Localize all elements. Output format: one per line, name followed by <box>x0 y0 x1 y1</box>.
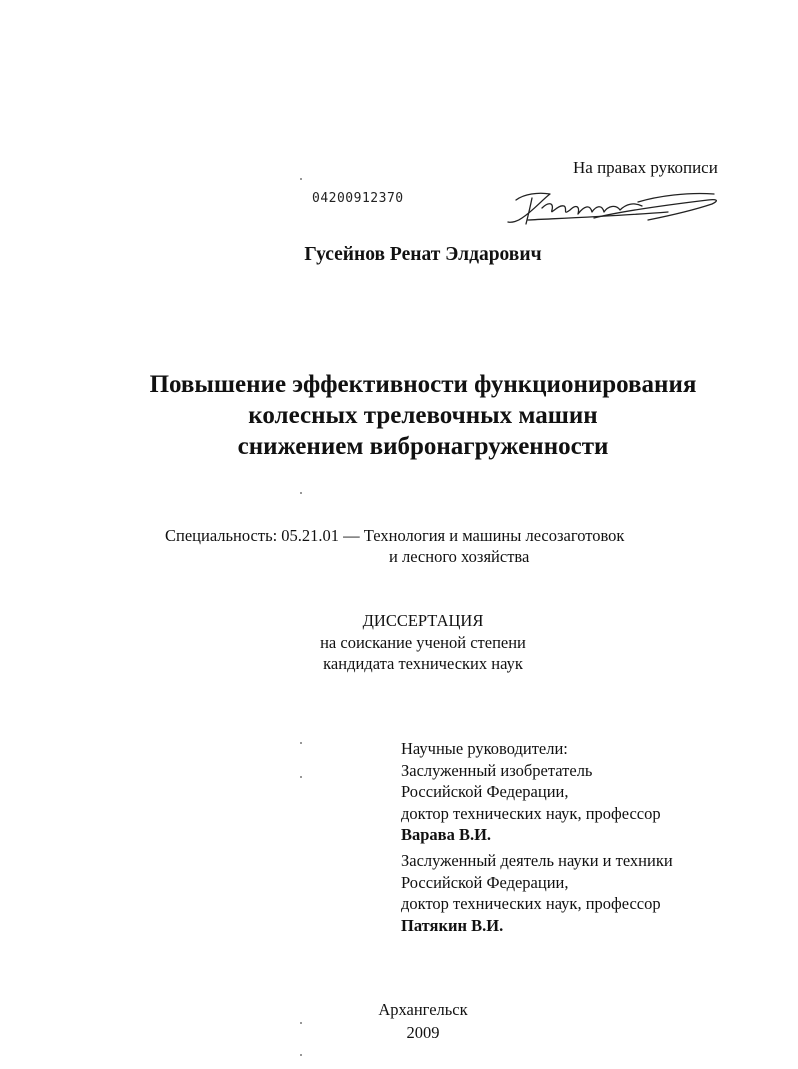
supervisor-name: Варава В.И. <box>401 825 492 844</box>
thesis-title <box>0 369 798 462</box>
supervisors-heading: Научные руководители: <box>401 739 568 758</box>
supervisor-degree: доктор технических наук, профессор <box>401 894 661 913</box>
specialty-line: Специальность: 05.21.01 — Технология и машины лесозаготовок <box>165 526 625 545</box>
degree-line: на соискание ученой степени <box>320 632 526 652</box>
supervisor-title: Российской Федерации, <box>401 872 569 892</box>
dissertation-label: ДИССЕРТАЦИЯ <box>362 611 484 630</box>
city: Архангельск <box>378 1000 468 1019</box>
scan-speck <box>300 178 302 180</box>
supervisor-degree: доктор технических наук, профессор <box>401 803 661 823</box>
scan-speck <box>300 776 302 778</box>
supervisor-block-2 <box>401 850 673 936</box>
scan-speck <box>300 492 302 494</box>
registration-code: 04200912370 <box>312 191 404 206</box>
signature-image <box>498 184 734 232</box>
dissertation-block <box>0 610 798 675</box>
supervisor-title: Российской Федерации, <box>401 782 569 801</box>
year: 2009 <box>406 1023 440 1042</box>
manuscript-rights-note: На правах рукописи <box>573 158 718 177</box>
supervisor-name: Патякин В.И. <box>401 915 504 935</box>
title-line: снижением вибронагруженности <box>237 433 609 460</box>
place-and-year <box>0 998 798 1044</box>
degree-line: кандидата технических наук <box>323 654 523 673</box>
supervisor-title: Заслуженный деятель науки и техники <box>401 851 673 870</box>
title-line: Повышение эффективности функционирования <box>149 371 697 398</box>
supervisor-block-1 <box>401 738 661 846</box>
title-line: колесных трелевочных машин <box>248 402 598 429</box>
scan-speck <box>300 1022 302 1024</box>
supervisor-title: Заслуженный изобретатель <box>401 760 593 780</box>
author-name: Гусейнов Ренат Элдарович <box>304 244 542 265</box>
specialty-continuation: и лесного хозяйства <box>389 547 530 566</box>
scan-speck <box>300 1054 302 1056</box>
scan-speck <box>300 742 302 744</box>
